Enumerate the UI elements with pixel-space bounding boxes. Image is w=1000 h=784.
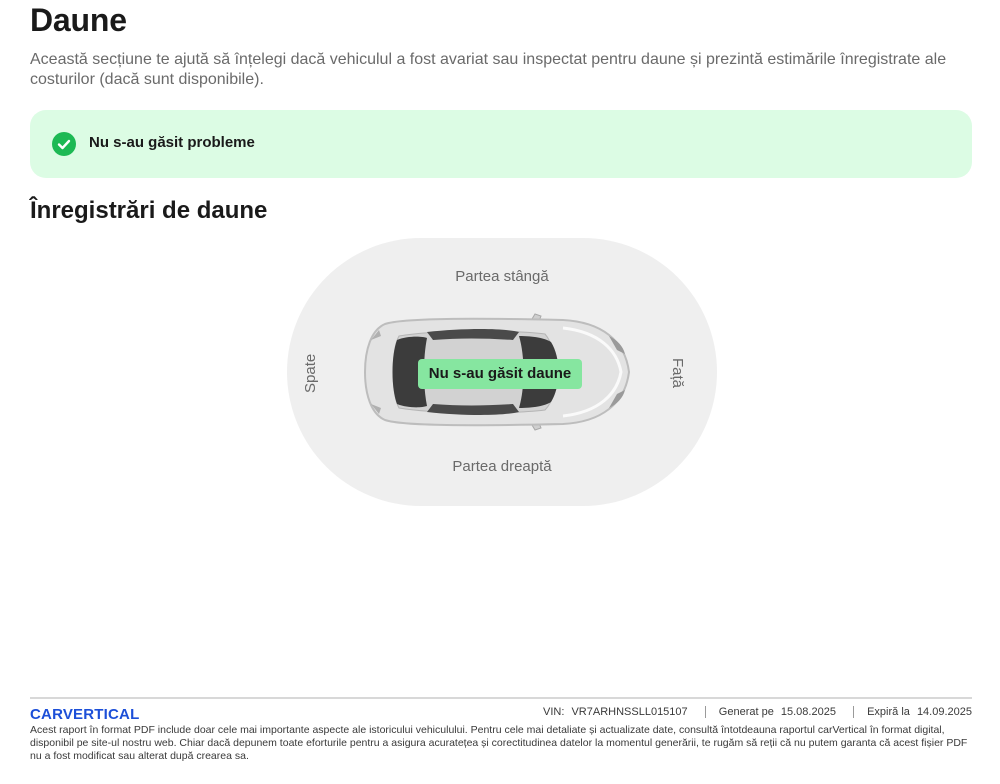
page-title: Daune — [30, 2, 127, 38]
disclaimer-text: Acest raport în format PDF include doar cele mai importante aspecte ale istoricului vehiculului. Pentru cele mai detaliate și actualizate date, consultă întotdeauna raportul carVertical în format digital, disponibil pe site-ul nostru web. Chiar dacă depunem toate eforturile pentru a asigura acuratețea și corectitudinea datelor la momentul generării, te rugăm să reții că nu putem garanta că acest fișier PDF nu a fost modificat sau alterat după crearea sa. — [30, 724, 968, 762]
no-damage-badge: Nu s-au găsit daune — [418, 359, 582, 389]
meta-divider — [853, 706, 854, 718]
status-banner — [30, 110, 972, 178]
label-front: Față — [669, 358, 686, 389]
damage-records-title: Înregistrări de daune — [30, 197, 268, 224]
report-meta — [543, 706, 972, 718]
carvertical-logo: CARVERTICAL — [30, 706, 140, 723]
label-rear: Spate — [302, 353, 319, 393]
label-right-side: Partea dreaptă — [452, 458, 552, 475]
vin-label: VIN: — [543, 706, 565, 718]
expires-label: Expiră la — [867, 706, 910, 718]
meta-divider — [705, 706, 706, 718]
status-text: Nu s-au găsit probleme — [89, 134, 255, 151]
section-description: Această secțiune te ajută să înțelegi dacă vehiculul a fost avariat sau inspectat pentru daune și prezintă estimările înregistrate ale costurilor (dacă sunt disponibile). — [30, 51, 947, 88]
check-circle-icon — [52, 132, 76, 156]
expires-date: 14.09.2025 — [916, 706, 972, 718]
vin-value: VR7ARHNSSLL015107 — [571, 706, 688, 718]
generated-date: 15.08.2025 — [780, 706, 836, 718]
footer — [30, 697, 972, 769]
car-damage-diagram — [287, 238, 717, 506]
label-left-side: Partea stângă — [455, 268, 549, 285]
generated-label: Generat pe — [718, 706, 774, 718]
